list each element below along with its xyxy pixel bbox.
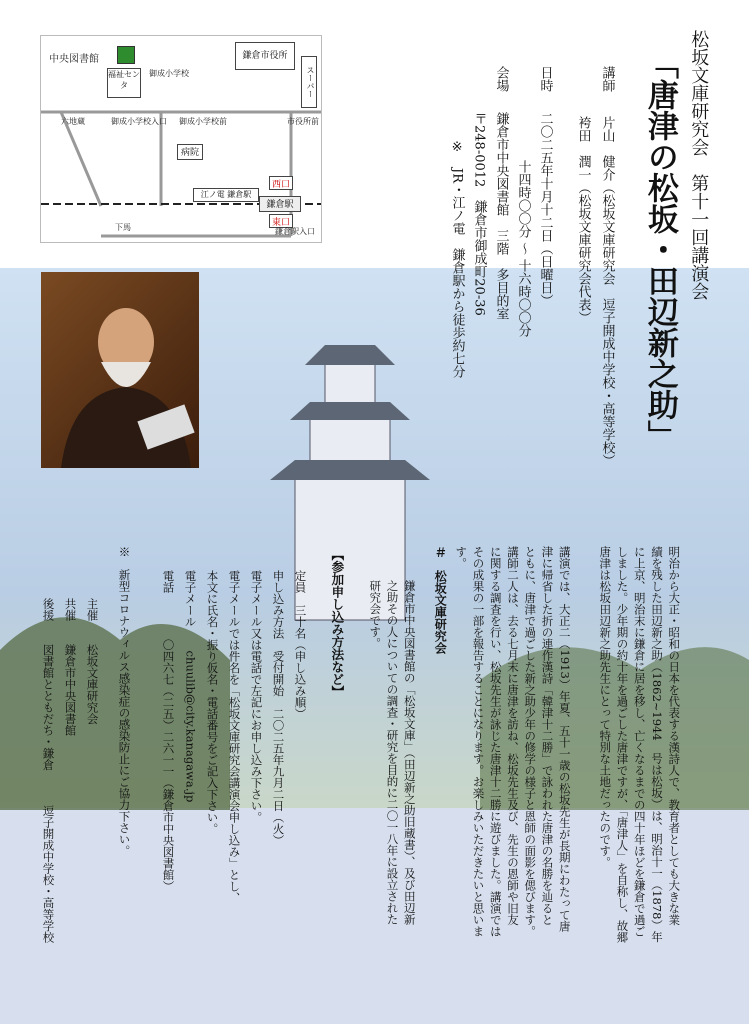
- host-line: 主催 松坂文庫研究会: [85, 598, 100, 725]
- map-welfare: 福祉センタ: [107, 68, 141, 98]
- postal-address: 〒248-0012 鎌倉市御成町20-36: [471, 112, 487, 316]
- email-instructions: 電子メールでは件名を「松坂文庫研究会講演会申し込み」とし、: [227, 570, 242, 904]
- map-enoden: 江ノ電 鎌倉駅: [193, 188, 259, 202]
- society-description: 鎌倉市中央図書館の「松坂文庫」（田辺新之助旧蔵書）、及び田辺新 之助その人についての調査・研究を目的に二〇一八年に設立された 研究会です。: [368, 580, 417, 925]
- map-school: 御成小学校: [149, 69, 189, 78]
- application-heading: 【参加申し込み方法など】: [329, 548, 345, 698]
- society-heading: ＃ 松坂文庫研究会: [433, 546, 448, 654]
- lecture-paragraph: 講演では、大正二（1913）年夏、五十一歳の松坂先生が長期にわたって唐 津に帰省した折の連作漢詩「韓津十二勝」で詠われた唐津の名勝を辿ると ともに、唐津で過ごした新之助少年の修学の様子と恩師の面影を偲びます。 講師二人は、去る七月末に唐津を訪ね、松坂先生及び、先生の恩師や旧友 に関する調査を行い、松坂先生が詠じた唐津十二勝に遊びました。講演では その成果の一部を報告することになります。お楽しみいただきたいと思いま す。: [454, 546, 572, 937]
- venue-label: 会場: [493, 66, 509, 92]
- access-map: [40, 35, 322, 243]
- map-shimobaba: 下馬: [115, 223, 131, 232]
- venue-value: 鎌倉市中央図書館 三階 多目的室: [493, 112, 509, 320]
- lecturer-hakamata: 袴田 潤一（松坂文庫研究会代表）: [575, 116, 591, 324]
- map-station: 鎌倉駅: [259, 196, 301, 212]
- email-instructions-2: 本文に氏名・振り仮名・電話番号をご記入下さい。: [205, 570, 220, 835]
- method-text-2: 電子メール又は電話で左記にお申し込み下さい。: [249, 570, 264, 823]
- map-station-front: 鎌倉駅入口: [275, 227, 315, 236]
- map-intersection-school-entrance: 御成小学校入口: [111, 117, 167, 126]
- map-east-exit: 東口: [269, 214, 293, 228]
- map-intersection-school-front: 御成小学校前: [179, 117, 227, 126]
- map-supermarket: スーパー: [301, 56, 317, 108]
- date-label: 日時: [537, 66, 553, 92]
- map-library-label: 中央図書館: [49, 54, 99, 65]
- map-city-hall: 鎌倉市役所: [235, 42, 295, 70]
- phone-number: 電話 〇四六七（二五）二六一一（鎌倉市中央図書館）: [161, 570, 176, 892]
- time-value: 十四時〇〇分 ～ 十六時〇〇分: [515, 160, 531, 338]
- main-title: 「唐津の松坂・田辺新之助」: [641, 48, 678, 451]
- intro-paragraph: 明治から大正・昭和の日本を代表する漢詩人で、教育者としても大きな業 績を残した田辺新之助（1862~1944 号は松坂）は、明治十一（1878）年 に上京、明治末に鎌倉に居を移し、亡くなるまでの四十年ほどを鎌倉で過ご しました。少年期の約十年を過ごした唐津ですが、「唐津人」を自称し、故郷 唐津は松坂田辺新之助先生にとって特別な土地だったのです。: [598, 546, 682, 943]
- map-intersection-city-hall: 市役所前: [287, 117, 319, 126]
- support-line: 後援 図書館とともだち・鎌倉 逗子開成中学校・高等学校: [41, 598, 56, 943]
- org-title: 松坂文庫研究会 第十一回講演会: [688, 30, 710, 300]
- map-west-exit: 西口: [269, 176, 293, 190]
- map-intersection-rokujizo: 六地蔵: [61, 117, 85, 126]
- access-note: ※ JR・江ノ電 鎌倉駅から徒歩約七分: [449, 140, 465, 378]
- lecturer-katayama: 片山 健介（松坂文庫研究会 逗子開成中学校・高等学校）: [599, 116, 615, 467]
- cohost-line: 共催 鎌倉市中央図書館: [63, 598, 78, 736]
- tanabe-portrait-image: [41, 272, 199, 468]
- map-hospital: 病院: [177, 144, 203, 160]
- covid-note: ※ 新型コロナウィルス感染症の感染防止にご協力下さい。: [117, 546, 132, 857]
- date-value: 二〇二五年十月十二日（日曜日）: [537, 112, 553, 307]
- lecturers-label: 講師: [599, 66, 615, 92]
- method-text: 申し込み方法 受付開始 二〇二五年九月二日（火）: [271, 570, 286, 846]
- email-address[interactable]: 電子メール chuulib@city.kanagawa.jp: [183, 570, 198, 803]
- capacity-text: 定員 三十名（申し込み順）: [293, 570, 308, 720]
